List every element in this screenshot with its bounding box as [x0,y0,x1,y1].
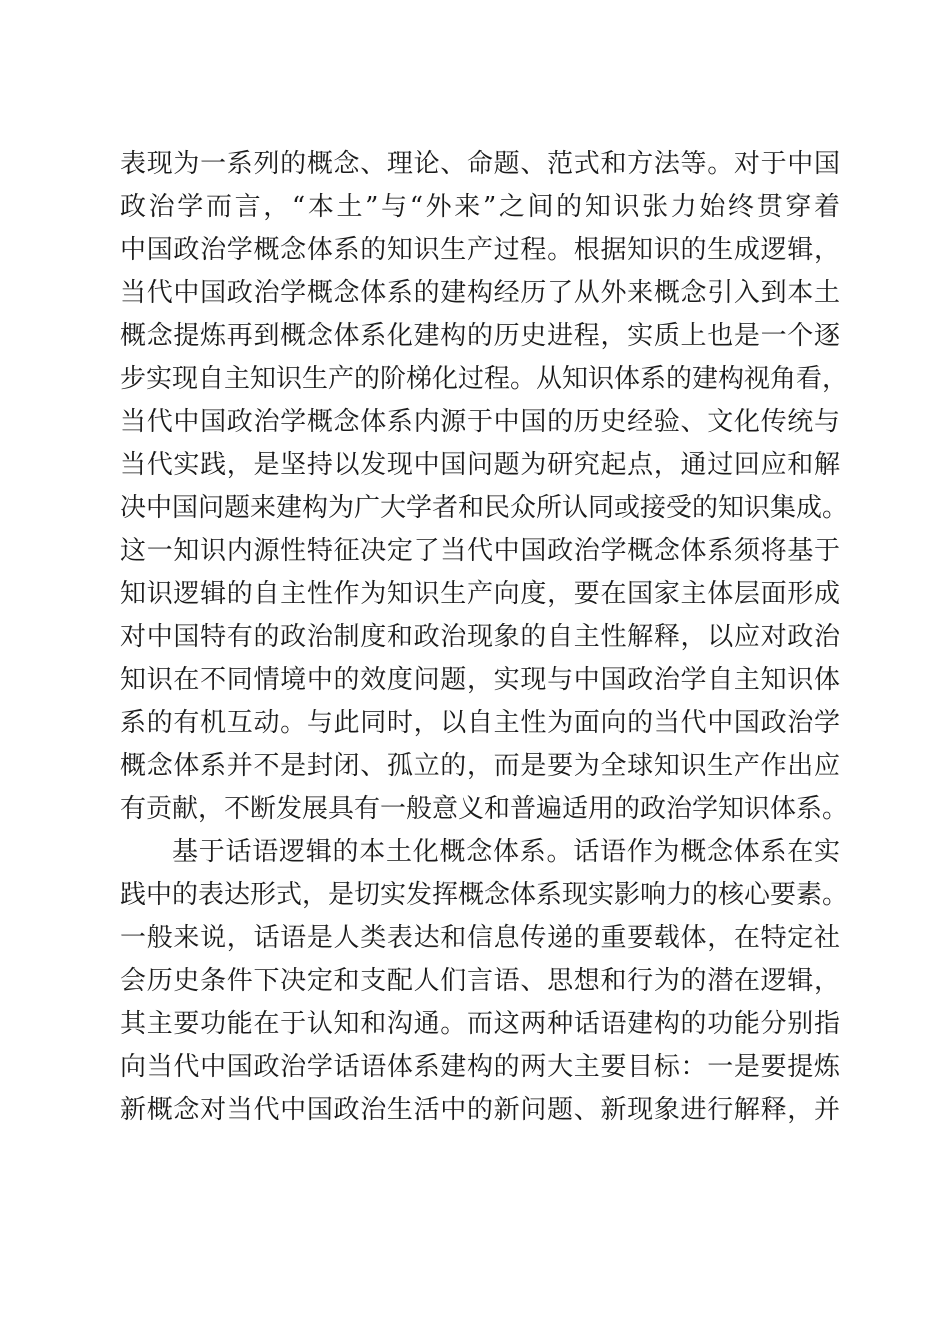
text-line: 新概念对当代中国政治生活中的新问题、新现象进行解释，并 [120,1095,840,1125]
paragraph-1 [120,143,849,831]
text-line: 一般来说，话语是人类表达和信息传递的重要载体，在特定社 [120,923,840,953]
text-line: 会历史条件下决定和支配人们言语、思想和行为的潜在逻辑， [120,966,840,996]
text-line: 有贡献，不断发展具有一般意义和普遍适用的政治学知识体系。 [120,794,849,824]
text-line: 表现为一系列的概念、理论、命题、范式和方法等。对于中国 [120,149,840,179]
text-line: 基于话语逻辑的本土化概念体系。话语作为概念体系在实 [172,837,840,867]
text-line: 决中国问题来建构为广大学者和民众所认同或接受的知识集成。 [120,493,849,523]
text-line: 知识在不同情境中的效度问题，实现与中国政治学自主知识体 [120,665,840,695]
text-line: 当代实践，是坚持以发现中国问题为研究起点，通过回应和解 [120,450,840,480]
text-line: 知识逻辑的自主性作为知识生产向度，要在国家主体层面形成 [120,579,840,609]
text-line: 对中国特有的政治制度和政治现象的自主性解释，以应对政治 [120,622,840,652]
text-line: 系的有机互动。与此同时，以自主性为面向的当代中国政治学 [120,708,840,738]
text-line: 政治学而言，“本土”与“外来”之间的知识张力始终贯穿着 [120,192,840,222]
text-line: 概念体系并不是封闭、孤立的，而是要为全球知识生产作出应 [120,751,840,781]
text-line: 其主要功能在于认知和沟通。而这两种话语建构的功能分别指 [120,1009,840,1039]
text-line: 中国政治学概念体系的知识生产过程。根据知识的生成逻辑， [120,235,840,265]
text-line: 当代中国政治学概念体系内源于中国的历史经验、文化传统与 [120,407,840,437]
text-line: 步实现自主知识生产的阶梯化过程。从知识体系的建构视角看， [120,364,849,394]
text-line: 践中的表达形式，是切实发挥概念体系现实影响力的核心要素。 [120,880,849,910]
text-line: 当代中国政治学概念体系的建构经历了从外来概念引入到本土 [120,278,840,308]
text-line: 概念提炼再到概念体系化建构的历史进程，实质上也是一个逐 [120,321,840,351]
body-text [120,143,849,1132]
paragraph-2 [120,831,849,1132]
text-line: 向当代中国政治学话语体系建构的两大主要目标：一是要提炼 [120,1052,840,1082]
text-line: 这一知识内源性特征决定了当代中国政治学概念体系须将基于 [120,536,840,566]
